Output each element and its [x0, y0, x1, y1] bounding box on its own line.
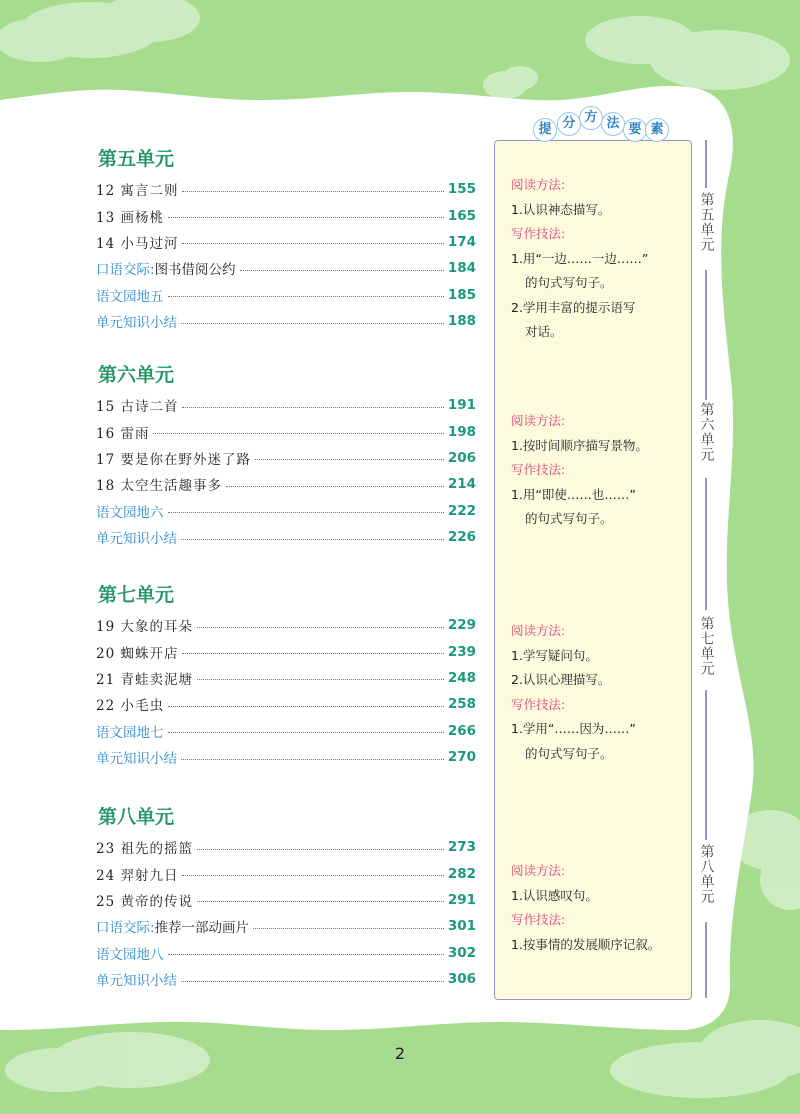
- lesson-number: 21: [96, 671, 116, 688]
- toc-lesson-row[interactable]: [96, 471, 476, 497]
- entry-title: 蜘蛛开店: [120, 645, 179, 662]
- entry-title: 口语交际:: [96, 920, 155, 937]
- page-ref: 229: [447, 617, 476, 634]
- toc-lesson-row[interactable]: [96, 392, 476, 418]
- dot-leader: [168, 732, 444, 733]
- toc-special-row[interactable]: [96, 718, 476, 744]
- note-line: 2.认识心理描写。: [511, 672, 611, 687]
- dot-leader: [197, 627, 444, 628]
- unit-tab-label: 第八单元: [698, 844, 715, 904]
- entry-title: 青蛙卖泥塘: [120, 671, 193, 688]
- page-ref: 185: [447, 286, 476, 303]
- unit-section-5: [96, 142, 476, 334]
- entry-subtitle: 图书借阅公约: [154, 262, 236, 279]
- entry-title: 小马过河: [120, 235, 179, 252]
- rail-segment: [705, 922, 707, 998]
- toc-lesson-row[interactable]: [96, 860, 476, 886]
- lesson-number: 22: [96, 698, 116, 715]
- note-line: 的句式写句子。: [525, 511, 613, 526]
- page-ref: 226: [447, 529, 476, 546]
- toc-entry-label: [96, 232, 178, 252]
- toc-lesson-row[interactable]: [96, 887, 476, 913]
- unit-note-5: [511, 173, 691, 345]
- dot-leader: [168, 217, 444, 218]
- page-ref: 301: [447, 918, 476, 935]
- toc-entry-label: [96, 721, 164, 741]
- entry-title: 语文园地八: [96, 946, 164, 963]
- toc-special-row[interactable]: [96, 308, 476, 334]
- rail-segment: [705, 140, 707, 188]
- page-ref: 165: [447, 207, 476, 224]
- note-line: 1.学写疑问句。: [511, 647, 598, 663]
- toc-lesson-row[interactable]: [96, 418, 476, 444]
- note-heading: 阅读方法:: [511, 177, 566, 192]
- unit-note-7: [511, 619, 691, 766]
- page-ref: 258: [447, 696, 476, 713]
- rail-segment: [705, 690, 707, 840]
- unit-title: 第七单元: [98, 584, 175, 606]
- note-heading: 阅读方法:: [511, 413, 566, 428]
- note-heading: 写作技法:: [511, 226, 566, 241]
- unit-rows: [96, 612, 476, 770]
- note-line: 2.学用丰富的提示语写: [511, 299, 636, 315]
- note-heading: 写作技法:: [511, 912, 566, 927]
- unit-title: 第六单元: [98, 364, 175, 386]
- note-line: 1.认识神态描写。: [511, 201, 611, 217]
- entry-title: 单元知识小结: [96, 315, 177, 332]
- dot-leader: [153, 433, 443, 434]
- toc-lesson-row[interactable]: [96, 229, 476, 255]
- page-ref: 239: [447, 643, 476, 660]
- lesson-number: 12: [96, 183, 116, 200]
- lesson-number: 20: [96, 645, 116, 662]
- dot-leader: [182, 191, 443, 192]
- entry-title: 大象的耳朵: [120, 619, 193, 636]
- unit-tab-label: 第五单元: [698, 192, 715, 252]
- entry-title: 画杨桃: [120, 209, 164, 226]
- entry-title: 语文园地六: [96, 504, 164, 521]
- note-line: 1.用“一边……一边……”: [511, 250, 649, 266]
- note-line: 1.学用“……因为……”: [511, 721, 636, 736]
- toc-special-row[interactable]: [96, 282, 476, 308]
- entry-title: 语文园地五: [96, 288, 164, 305]
- entry-title: 语文园地七: [96, 724, 164, 741]
- toc-special-row[interactable]: [96, 966, 476, 992]
- toc-entry-label: [96, 527, 177, 547]
- entry-title: 太空生活趣事多: [120, 478, 222, 495]
- toc-lesson-row[interactable]: [96, 834, 476, 860]
- page-ref: 222: [447, 502, 476, 519]
- lesson-number: 23: [96, 841, 116, 858]
- note-line: 的句式写句子。: [525, 745, 613, 761]
- dot-leader: [168, 512, 444, 513]
- toc-entry-label: [96, 916, 249, 936]
- unit-tab-label: 第六单元: [698, 402, 715, 462]
- toc-entry-label: [96, 285, 164, 305]
- dot-leader: [181, 323, 444, 324]
- lesson-number: 16: [96, 425, 116, 442]
- entry-title: 羿射九日: [120, 867, 179, 884]
- unit-rows: [96, 392, 476, 550]
- unit-tab: [694, 402, 718, 468]
- entry-title: 口语交际:: [96, 262, 155, 279]
- entry-title: 小毛虫: [120, 698, 164, 715]
- page-ref: 302: [447, 944, 476, 961]
- entry-title: 古诗二首: [120, 399, 179, 416]
- page-ref: 188: [447, 313, 476, 330]
- dot-leader: [226, 486, 444, 487]
- ribbon-char: 分: [557, 112, 581, 136]
- toc-lesson-row[interactable]: [96, 176, 476, 202]
- toc-entry-label: [96, 694, 164, 714]
- note-line: 对话。: [525, 324, 563, 339]
- entry-title: 黄帝的传说: [120, 893, 193, 910]
- dot-leader: [181, 539, 444, 540]
- toc-lesson-row[interactable]: [96, 202, 476, 228]
- toc-entry-label: [96, 258, 236, 278]
- page-ref: 270: [447, 749, 476, 766]
- lesson-number: 15: [96, 399, 116, 416]
- toc-special-row[interactable]: [96, 913, 476, 939]
- unit-tab: [694, 844, 718, 910]
- ribbon-char: 方: [579, 106, 603, 130]
- toc-entry-label: [96, 747, 177, 767]
- lesson-number: 17: [96, 451, 116, 468]
- entry-subtitle: 推荐一部动画片: [154, 920, 250, 937]
- dot-leader: [168, 706, 444, 707]
- page-ref: 174: [447, 233, 476, 250]
- toc-entry-label: [96, 179, 178, 199]
- lesson-number: 14: [96, 235, 116, 252]
- toc-entry-label: [96, 969, 177, 989]
- toc-lesson-row[interactable]: [96, 638, 476, 664]
- dot-leader: [253, 928, 444, 929]
- entry-title: 单元知识小结: [96, 531, 177, 548]
- method-elements-panel: [494, 140, 692, 1000]
- note-heading: 阅读方法:: [511, 863, 566, 878]
- toc-special-row[interactable]: [96, 524, 476, 550]
- page-number: 2: [394, 1044, 406, 1063]
- unit-tab: [694, 616, 718, 682]
- entry-title: 寓言二则: [120, 183, 179, 200]
- unit-title: 第八单元: [98, 806, 175, 828]
- note-heading: 写作技法:: [511, 462, 566, 477]
- page-ref: 273: [447, 839, 476, 856]
- lesson-number: 25: [96, 893, 116, 910]
- toc-entry-label: [96, 668, 193, 688]
- toc-entry-label: [96, 890, 193, 910]
- unit-section-8: [96, 800, 476, 992]
- toc-entry-label: [96, 864, 178, 884]
- toc-entry-label: [96, 837, 193, 857]
- note-line: 1.按事情的发展顺序记叙。: [511, 936, 661, 952]
- page-ref: 306: [447, 971, 476, 988]
- dot-leader: [197, 849, 444, 850]
- ribbon-char: 要: [623, 118, 647, 142]
- toc-entry-label: [96, 474, 222, 494]
- entry-title: 单元知识小结: [96, 973, 177, 990]
- dot-leader: [182, 653, 443, 654]
- note-heading: 阅读方法:: [511, 623, 566, 638]
- dot-leader: [182, 875, 443, 876]
- toc-entry-label: [96, 395, 178, 415]
- unit-title: 第五单元: [98, 148, 175, 170]
- toc-lesson-row[interactable]: [96, 691, 476, 717]
- rail-segment: [705, 478, 707, 610]
- toc-entry-label: [96, 943, 164, 963]
- unit-note-6: [511, 409, 691, 532]
- page-ref: 291: [447, 891, 476, 908]
- lesson-number: 19: [96, 619, 116, 636]
- page-ref: 206: [447, 449, 476, 466]
- dot-leader: [168, 296, 444, 297]
- dot-leader: [197, 679, 444, 680]
- page-ref: 198: [447, 423, 476, 440]
- page-ref: 282: [447, 865, 476, 882]
- toc-entry-label: [96, 448, 251, 468]
- dot-leader: [182, 407, 443, 408]
- unit-tab-label: 第七单元: [698, 616, 715, 676]
- ribbon-char: 素: [645, 118, 669, 142]
- dot-leader: [255, 459, 444, 460]
- dot-leader: [240, 270, 444, 271]
- dot-leader: [168, 954, 444, 955]
- ribbon-char: 法: [601, 112, 625, 136]
- unit-section-6: [96, 358, 476, 550]
- page-ref: 248: [447, 669, 476, 686]
- toc-lesson-row[interactable]: [96, 665, 476, 691]
- note-line: 的句式写句子。: [525, 275, 613, 290]
- toc-entry-label: [96, 206, 164, 226]
- entry-title: 雷雨: [120, 425, 150, 442]
- unit-section-7: [96, 578, 476, 770]
- note-heading: 写作技法:: [511, 696, 566, 712]
- ribbon-char: 提: [533, 118, 557, 142]
- rail-segment: [705, 270, 707, 400]
- lesson-number: 13: [96, 209, 116, 226]
- lesson-number: 18: [96, 478, 116, 495]
- unit-rows: [96, 834, 476, 992]
- toc-special-row[interactable]: [96, 498, 476, 524]
- toc-special-row[interactable]: [96, 255, 476, 281]
- toc-special-row[interactable]: [96, 744, 476, 770]
- entry-title: 单元知识小结: [96, 751, 177, 768]
- entry-title: 要是你在野外迷了路: [120, 451, 251, 468]
- dot-leader: [181, 759, 444, 760]
- note-line: 1.认识感叹句。: [511, 887, 598, 903]
- note-line: 1.用“即使……也……”: [511, 486, 636, 502]
- unit-rows: [96, 176, 476, 334]
- page-ref: 266: [447, 722, 476, 739]
- dot-leader: [182, 243, 443, 244]
- toc-entry-label: [96, 501, 164, 521]
- toc-entry-label: [96, 422, 149, 442]
- page-ref: 155: [447, 181, 476, 198]
- toc-special-row[interactable]: [96, 940, 476, 966]
- page-ref: 184: [447, 260, 476, 277]
- unit-note-8: [511, 859, 691, 957]
- toc-entry-label: [96, 642, 178, 662]
- entry-title: 祖先的摇篮: [120, 841, 193, 858]
- page-ref: 214: [447, 476, 476, 493]
- note-line: 1.按时间顺序描写景物。: [511, 437, 648, 453]
- dot-leader: [181, 981, 444, 982]
- lesson-number: 24: [96, 867, 116, 884]
- toc-entry-label: [96, 615, 193, 635]
- toc-entry-label: [96, 311, 177, 331]
- page-ref: 191: [447, 397, 476, 414]
- toc-lesson-row[interactable]: [96, 612, 476, 638]
- dot-leader: [197, 901, 444, 902]
- unit-tab: [694, 192, 718, 258]
- toc-lesson-row[interactable]: [96, 445, 476, 471]
